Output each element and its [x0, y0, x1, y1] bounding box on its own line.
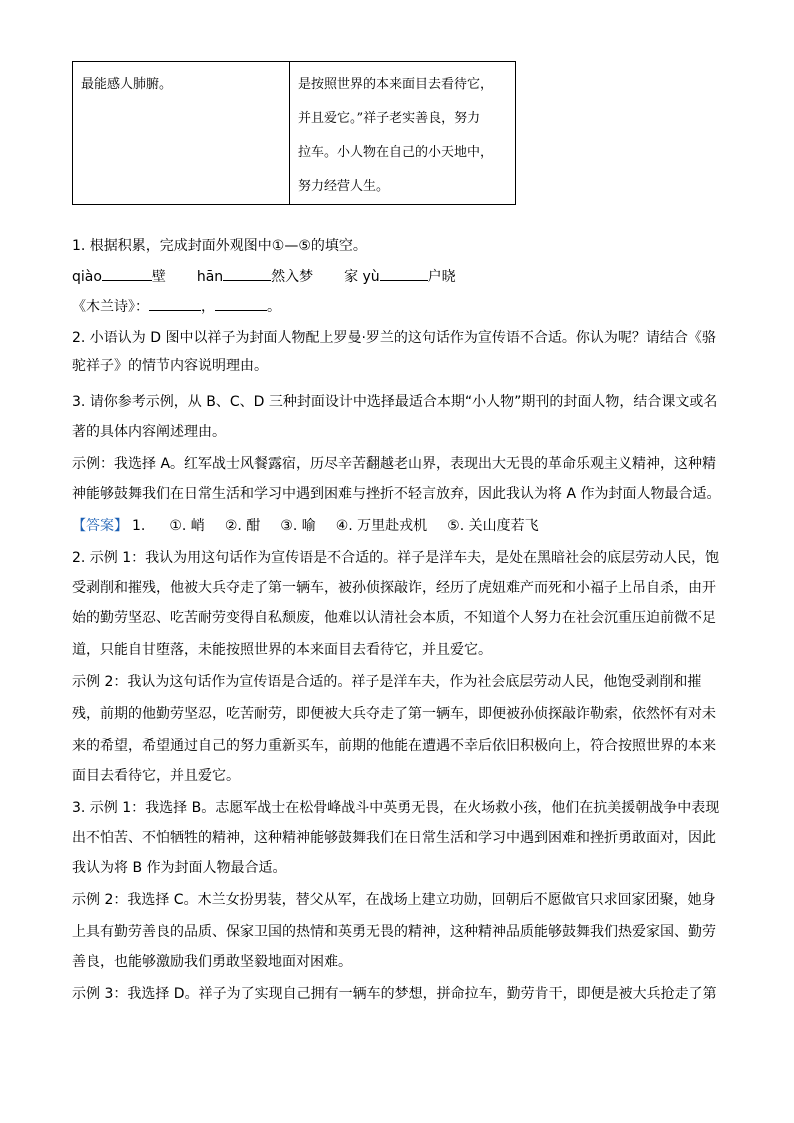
blank-3-suffix: 户晓 [427, 269, 456, 285]
table-right-text [290, 62, 515, 204]
answer-3-line: 上具有勤劳善良的品质、保家卫国的热情和英勇无畏的精神，这种精神品质能够鼓舞我们热爱家国、勤劳 [72, 924, 716, 940]
answer-2-line: 来的希望，希望通过自己的努力重新买车，前期的他能在遭遇不幸后依旧积极向上，符合按照世界的本来 [72, 738, 716, 754]
question-1: 1. 根据积累，完成封面外观图中①—⑤的填空。 [72, 238, 367, 254]
table-cell-right [290, 62, 516, 205]
question-3-line: 3. 请你参考示例，从 B、C、D 三种封面设计中选择最适合本期“小人物”期刊的封面人物，结合课文或名 [72, 394, 718, 410]
blank-3[interactable] [380, 266, 428, 281]
blank-1-pinyin: qiào [72, 269, 102, 285]
blank-1[interactable] [102, 266, 152, 281]
answer-item: ②. 酣 [224, 518, 261, 534]
answer-2-line: 道，只能自甘堕落，未能按照世界的本来面目去看待它，并且爱它。 [72, 642, 492, 658]
answer-2-line: 2. 示例 1：我认为用这句话作为宣传语是不合适的。祥子是洋车夫，是处在黑暗社会的底层劳动人民，饱 [72, 550, 720, 566]
question-2-line: 驼祥子》的情节内容说明理由。 [72, 358, 268, 374]
table-cell-left [73, 62, 290, 205]
answer-3-line: 善良，也能够激励我们勇敢坚毅地面对困难。 [72, 954, 352, 970]
answer-number: 1. [132, 518, 146, 534]
question-1-fill-blanks [72, 266, 456, 287]
blank-5[interactable] [215, 296, 267, 311]
blank-1-suffix: 壁 [151, 269, 166, 285]
answer-3-line: 3. 示例 1：我选择 B。志愿军战士在松骨峰战斗中英勇无畏，在火场救小孩，他们在抗美援朝战争中表现 [72, 800, 720, 816]
answer-2-line: 示例 2：我认为这句话作为宣传语是合适的。祥子是洋车夫，作为社会底层劳动人民，他饱受剥削和摧 [72, 674, 702, 690]
table-right-line: 拉车。小人物在自己的小天地中， [298, 145, 494, 160]
blank-3-prefix: 家 yù [344, 269, 380, 285]
answer-item: ①. 峭 [169, 518, 205, 534]
answer-tag: 【答案】 [72, 518, 128, 534]
answer-item: ⑤. 关山度若飞 [447, 518, 539, 534]
question-3-example-line: 示例：我选择 A。红军战士风餐露宿，历尽辛苦翻越老山界，表现出大无畏的革命乐观主义精神，这种精 [72, 456, 717, 472]
answer-3-line: 我认为将 B 作为封面人物最合适。 [72, 860, 287, 876]
question-2-line: 2. 小语认为 D 图中以祥子为封面人物配上罗曼·罗兰的这句话作为宣传语不合适。你认为呢？请结合《骆 [72, 330, 716, 346]
mulan-prefix: 《木兰诗》： [72, 299, 149, 315]
question-1-mulan [72, 296, 281, 317]
answer-item: ③. 喻 [280, 518, 316, 534]
blank-2-pinyin: hān [196, 269, 224, 285]
table-right-line: 努力经营人生。 [298, 179, 390, 194]
answer-2-line: 受剥削和摧残，他被大兵夺走了第一辆车，被孙侦探敲诈，经历了虎妞难产而死和小福子上吊自杀，由开 [72, 580, 716, 596]
blank-2-suffix: 然入梦 [271, 269, 314, 285]
mulan-sep: ， [201, 299, 215, 315]
answer-item: ④. 万里赴戎机 [335, 518, 428, 534]
question-3-line: 著的具体内容阐述理由。 [72, 424, 226, 440]
answer-2-line: 始的勤劳坚忍、吃苦耐劳变得自私颓废，他难以认清社会本质，不知道个人努力在社会沉重压迫前微不足 [72, 610, 716, 626]
question-3-example-line: 神能够鼓舞我们在日常生活和学习中遇到困难与挫折不轻言放弃，因此我认为将 A 作为封面人物最合适。 [72, 486, 721, 502]
answer-2-line: 面目去看待它，并且爱它。 [72, 768, 240, 784]
answer-row [72, 516, 559, 536]
answer-3-line: 出不怕苦、不怕牺牲的精神，这种精神能够鼓舞我们在日常生活和学习中遇到困难和挫折勇敢面对，因此 [72, 830, 716, 846]
answer-3-line: 示例 2：我选择 C。木兰女扮男装，替父从军，在战场上建立功勋，回朝后不愿做官只求回家团聚，她身 [72, 892, 716, 908]
table-left-text: 最能感人肺腑。 [81, 77, 173, 92]
mulan-end: 。 [267, 299, 281, 315]
answer-2-line: 残，前期的他勤劳坚忍，吃苦耐劳，即便被大兵夺走了第一辆车，即便被孙侦探敲诈勒索，依然怀有对未 [72, 706, 716, 722]
blank-4[interactable] [149, 296, 201, 311]
answer-3-line: 示例 3：我选择 D。祥子为了实现自己拥有一辆车的梦想，拼命拉车，勤劳肯干，即便是被大兵抢走了第 [72, 986, 717, 1002]
table-right-line: 是按照世界的本来面目去看待它， [298, 77, 494, 92]
blank-2[interactable] [223, 266, 271, 281]
cover-comparison-table [72, 61, 516, 205]
table-right-line: 并且爱它。”祥子老实善良，努力 [298, 111, 481, 126]
